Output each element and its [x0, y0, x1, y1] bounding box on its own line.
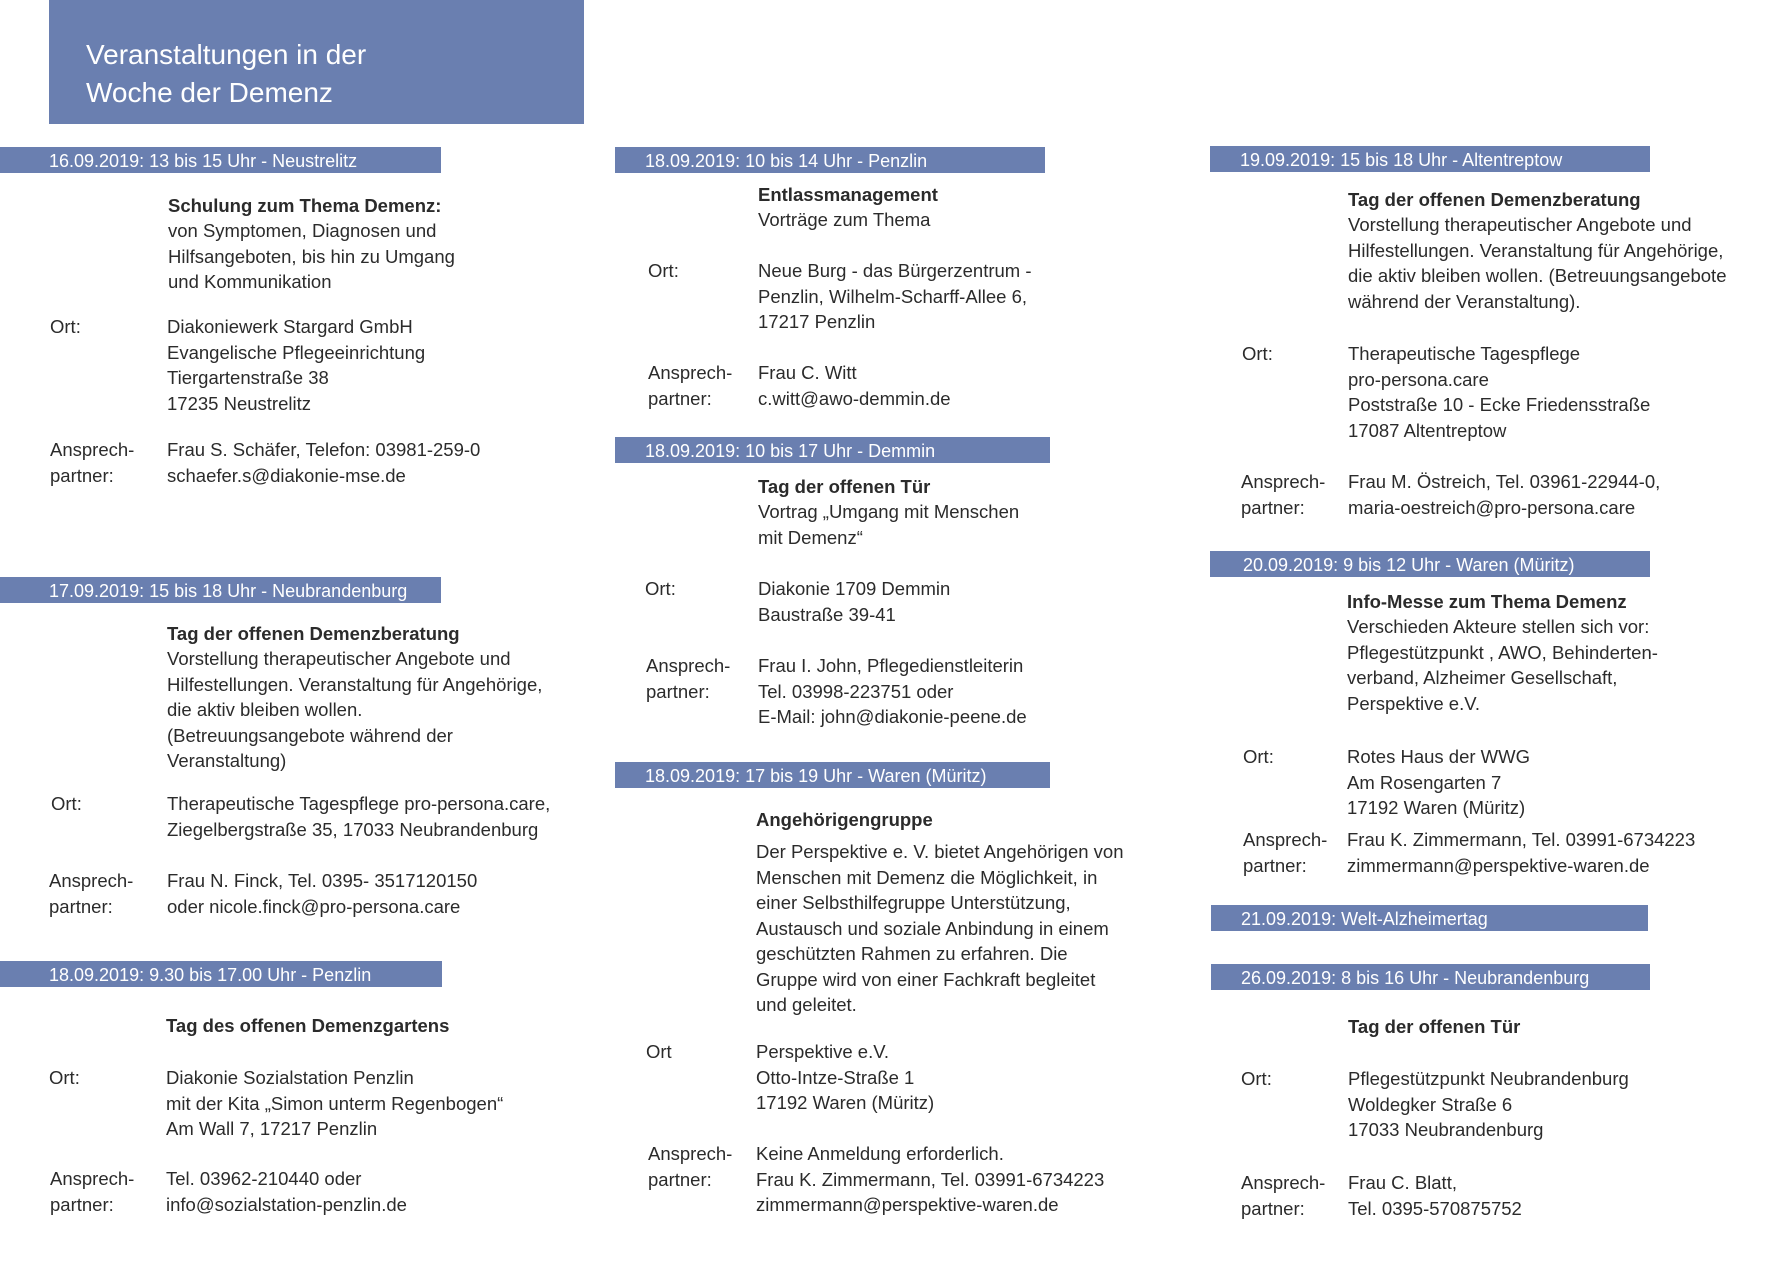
- location-label: Ort:: [1242, 343, 1273, 364]
- event-date-band: 18.09.2019: 10 bis 14 Uhr - Penzlin: [615, 147, 1045, 173]
- event-description: Vorstellung therapeutischer Angebote und Hilfestellungen. Veranstaltung für Angehörige, die aktiv bleiben wollen. (Betreuungsangebote während der Veranstaltung): [167, 648, 543, 771]
- event-location: Rotes Haus der WWG Am Rosengarten 7 17192 Waren (Müritz): [1347, 746, 1530, 818]
- page-title-line-2: Woche der Demenz: [86, 77, 333, 108]
- event-heading: Tag der offenen Tür: [1348, 1016, 1521, 1037]
- event-description: von Symptomen, Diagnosen und Hilfsangeboten, bis hin zu Umgang und Kommunikation: [168, 220, 455, 292]
- event-date-band: 20.09.2019: 9 bis 12 Uhr - Waren (Müritz): [1210, 551, 1650, 577]
- location-label: Ort:: [1243, 746, 1274, 767]
- event-contact: Keine Anmeldung erforderlich. Frau K. Zimmermann, Tel. 03991-6734223 zimmermann@perspektive-waren.de: [756, 1143, 1105, 1215]
- event-contact: Tel. 03962-210440 oder info@sozialstation-penzlin.de: [166, 1168, 407, 1215]
- event-contact: Frau C. Witt c.witt@awo-demmin.de: [758, 362, 951, 409]
- contact-label: Ansprech- partner:: [1243, 829, 1328, 876]
- event-contact: Frau K. Zimmermann, Tel. 03991-6734223 zimmermann@perspektive-waren.de: [1347, 829, 1696, 876]
- event-description: Verschieden Akteure stellen sich vor: Pflegestützpunkt , AWO, Behinderten- verband, Alzheimer Gesellschaft, Perspektive e.V.: [1347, 616, 1658, 714]
- event-location: Diakonie Sozialstation Penzlin mit der Kita „Simon unterm Regenbogen“ Am Wall 7, 17217 Penzlin: [166, 1067, 504, 1139]
- location-label: Ort: [646, 1041, 672, 1062]
- event-heading: Tag der offenen Tür: [758, 476, 931, 497]
- page-title-block: [49, 0, 584, 124]
- event-contact: Frau S. Schäfer, Telefon: 03981-259-0 schaefer.s@diakonie-mse.de: [167, 439, 481, 486]
- event-description: Vortrag „Umgang mit Menschen mit Demenz“: [758, 501, 1020, 548]
- contact-label: Ansprech- partner:: [50, 1168, 135, 1215]
- page-title-line-1: Veranstaltungen in der: [86, 39, 367, 70]
- event-contact: Frau M. Östreich, Tel. 03961-22944-0, maria-oestreich@pro-persona.care: [1348, 471, 1661, 518]
- event-location: Pflegestützpunkt Neubrandenburg Woldegker Straße 6 17033 Neubrandenburg: [1348, 1068, 1629, 1140]
- event-date-band: 16.09.2019: 13 bis 15 Uhr - Neustrelitz: [0, 147, 441, 173]
- contact-label: Ansprech- partner:: [1241, 1172, 1326, 1219]
- event-location: Diakoniewerk Stargard GmbH Evangelische Pflegeeinrichtung Tiergartenstraße 38 17235 Neustrelitz: [167, 316, 426, 414]
- event-date-band: 17.09.2019: 15 bis 18 Uhr - Neubrandenburg: [0, 577, 441, 603]
- event-heading: Tag der offenen Demenzberatung: [1348, 189, 1641, 210]
- contact-label: Ansprech- partner:: [646, 655, 731, 702]
- location-label: Ort:: [1241, 1068, 1272, 1089]
- event-heading: Angehörigengruppe: [756, 809, 933, 830]
- event-description: Der Perspektive e. V. bietet Angehörigen von Menschen mit Demenz die Möglichkeit, in einer Selbsthilfegruppe Unterstützung, Austausch und soziale Anbindung in einem geschützten Rahmen zu erfahren. Die Gruppe wird von einer Fachkraft begleitet und geleitet.: [756, 841, 1124, 1015]
- location-label: Ort:: [648, 260, 679, 281]
- event-description: Vorstellung therapeutischer Angebote und Hilfestellungen. Veranstaltung für Angehörige, die aktiv bleiben wollen. (Betreuungsangebote während der Veranstaltung).: [1348, 214, 1727, 312]
- event-description: Vorträge zum Thema: [758, 209, 931, 230]
- event-contact: Frau C. Blatt, Tel. 0395-570875752: [1348, 1172, 1522, 1219]
- event-heading: Tag der offenen Demenzberatung: [167, 623, 460, 644]
- event-date-band: 18.09.2019: 17 bis 19 Uhr - Waren (Müritz): [615, 762, 1050, 788]
- event-location: Perspektive e.V. Otto-Intze-Straße 1 17192 Waren (Müritz): [756, 1041, 935, 1113]
- event-location: Therapeutische Tagespflege pro-persona.care Poststraße 10 - Ecke Friedensstraße 17087 Altentreptow: [1348, 343, 1651, 441]
- event-heading: Info-Messe zum Thema Demenz: [1347, 591, 1627, 612]
- event-date-band: 19.09.2019: 15 bis 18 Uhr - Altentreptow: [1210, 146, 1650, 172]
- contact-label: Ansprech- partner:: [49, 870, 134, 917]
- location-label: Ort:: [51, 793, 82, 814]
- event-date-band: 21.09.2019: Welt-Alzheimertag: [1211, 905, 1648, 931]
- event-heading: Schulung zum Thema Demenz:: [168, 195, 442, 216]
- event-date-band: 18.09.2019: 10 bis 17 Uhr - Demmin: [615, 437, 1050, 463]
- event-heading: Tag des offenen Demenzgartens: [166, 1015, 450, 1036]
- event-heading: Entlassmanagement: [758, 184, 938, 205]
- location-label: Ort:: [645, 578, 676, 599]
- contact-label: Ansprech- partner:: [50, 439, 135, 486]
- location-label: Ort:: [50, 316, 81, 337]
- contact-label: Ansprech- partner:: [1241, 471, 1326, 518]
- location-label: Ort:: [49, 1067, 80, 1088]
- event-location: Therapeutische Tagespflege pro-persona.care, Ziegelbergstraße 35, 17033 Neubrandenburg: [167, 793, 551, 840]
- event-date-band: 26.09.2019: 8 bis 16 Uhr - Neubrandenburg: [1211, 964, 1650, 990]
- event-contact: Frau N. Finck, Tel. 0395- 3517120150 oder nicole.finck@pro-persona.care: [167, 870, 478, 917]
- contact-label: Ansprech- partner:: [648, 362, 733, 409]
- event-date-band: 18.09.2019: 9.30 bis 17.00 Uhr - Penzlin: [0, 961, 442, 987]
- event-contact: Frau I. John, Pflegedienstleiterin Tel. 03998-223751 oder E-Mail: john@diakonie-peene.de: [758, 655, 1027, 727]
- contact-label: Ansprech- partner:: [648, 1143, 733, 1190]
- event-location: Neue Burg - das Bürgerzentrum - Penzlin, Wilhelm-Scharff-Allee 6, 17217 Penzlin: [758, 260, 1032, 332]
- event-location: Diakonie 1709 Demmin Baustraße 39-41: [758, 578, 951, 625]
